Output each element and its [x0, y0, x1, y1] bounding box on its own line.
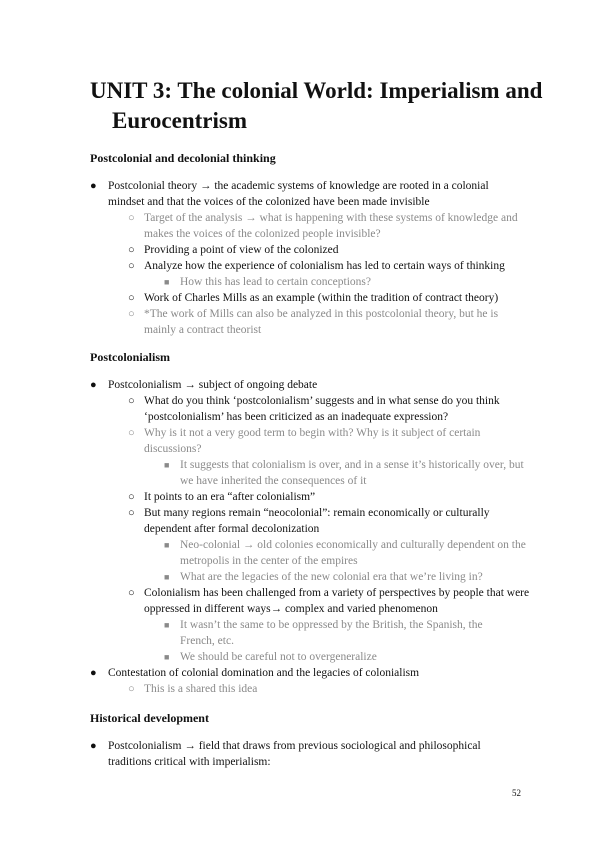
bullet-square: ■ [164, 277, 170, 287]
list-item [164, 274, 520, 290]
bullet-disc: ● [90, 740, 97, 752]
list-item-text: What are the legacies of the new colonial era that we’re living in? [180, 571, 483, 583]
list-item-text: Target of the analysis → what is happening with these systems of knowledge and makes the voices of the colonized people invisible? [144, 212, 518, 240]
list-item-text: It suggests that colonialism is over, and in a sense it’s historically over, but we have inherited the consequences of it [180, 459, 524, 487]
list-item-text: Work of Charles Mills as an example (within the tradition of contract theory) [144, 292, 499, 304]
list-item [128, 242, 520, 258]
list-item [128, 393, 520, 425]
list-item [128, 306, 520, 338]
list-item [90, 178, 518, 210]
list-item [128, 489, 520, 505]
bullet-circle: ○ [128, 212, 135, 224]
list-item-text: It points to an era “after colonialism” [144, 491, 316, 503]
section-heading-postcolonial-decolonial: Postcolonial and decolonial thinking [90, 151, 276, 165]
list-item-text: Why is it not a very good term to begin with? Why is it subject of certain discussions? [144, 427, 481, 455]
list-item [128, 290, 530, 306]
bullet-circle: ○ [128, 507, 135, 519]
list-item [128, 258, 530, 274]
bullet-circle: ○ [128, 292, 135, 304]
list-item-text: Contestation of colonial domination and the legacies of colonialism [108, 667, 420, 679]
bullet-circle: ○ [128, 587, 135, 599]
bullet-circle: ○ [128, 491, 135, 503]
list-item [128, 210, 520, 242]
list-item [128, 505, 520, 537]
list-item-text: What do you think ‘postcolonialism’ suggests and in what sense do you think ‘postcolonialism’ has been criticized as an inadequate expression? [144, 395, 500, 423]
section-heading-historical-development: Historical development [90, 711, 209, 725]
list-item-text: Postcolonialism → subject of ongoing debate [108, 379, 318, 391]
list-item [164, 537, 530, 569]
bullet-disc: ● [90, 180, 97, 192]
bullet-square: ■ [164, 652, 170, 662]
list-item-text: Colonialism has been challenged from a variety of perspectives by people that were oppressed in different ways→ complex and varied phenomenon [144, 587, 530, 615]
list-item-text: How this has lead to certain conceptions? [180, 276, 371, 288]
list-item-text: But many regions remain “neocolonial”: remain economically or culturally dependent after formal decolonization [144, 507, 490, 535]
bullet-circle: ○ [128, 260, 135, 272]
bullet-disc: ● [90, 379, 97, 391]
list-item [90, 738, 518, 770]
bullet-square: ■ [164, 460, 170, 470]
list-item [164, 617, 520, 649]
page-title: UNIT 3: The colonial World: Imperialism and Eurocentrism [90, 78, 543, 133]
list-item [128, 681, 520, 697]
list-item-text: We should be careful not to overgeneralize [180, 651, 377, 663]
list-item-text: Neo-colonial → old colonies economically and culturally dependent on the metropolis in the center of the empires [180, 539, 526, 567]
list-item [164, 569, 530, 585]
bullet-square: ■ [164, 540, 170, 550]
list-item-text: Postcolonial theory → the academic systems of knowledge are rooted in a colonial mindset and that the voices of the colonized have been made invisible [108, 180, 489, 208]
section-heading-postcolonialism: Postcolonialism [90, 350, 170, 364]
page-number: 52 [512, 788, 521, 798]
bullet-square: ■ [164, 620, 170, 630]
bullet-circle: ○ [128, 427, 135, 439]
list-item-text: Postcolonialism → field that draws from previous sociological and philosophical traditions critical with imperialism: [108, 740, 481, 768]
bullet-circle: ○ [128, 395, 135, 407]
list-item-text: This is a shared this idea [144, 683, 258, 695]
list-item [128, 425, 520, 457]
list-item-text: It wasn’t the same to be oppressed by the British, the Spanish, the French, etc. [180, 619, 483, 647]
list-item [164, 457, 530, 489]
bullet-circle: ○ [128, 683, 135, 695]
list-item [164, 649, 520, 665]
list-item-text: Providing a point of view of the colonized [144, 244, 339, 256]
bullet-circle: ○ [128, 244, 135, 256]
list-item [128, 585, 530, 617]
list-item-text: *The work of Mills can also be analyzed in this postcolonial theory, but he is mainly a contract theorist [144, 308, 499, 336]
list-item-text: Analyze how the experience of colonialism has led to certain ways of thinking [144, 260, 505, 272]
list-item [90, 377, 518, 393]
bullet-disc: ● [90, 667, 97, 679]
list-item [90, 665, 528, 681]
bullet-square: ■ [164, 572, 170, 582]
bullet-circle: ○ [128, 308, 135, 320]
